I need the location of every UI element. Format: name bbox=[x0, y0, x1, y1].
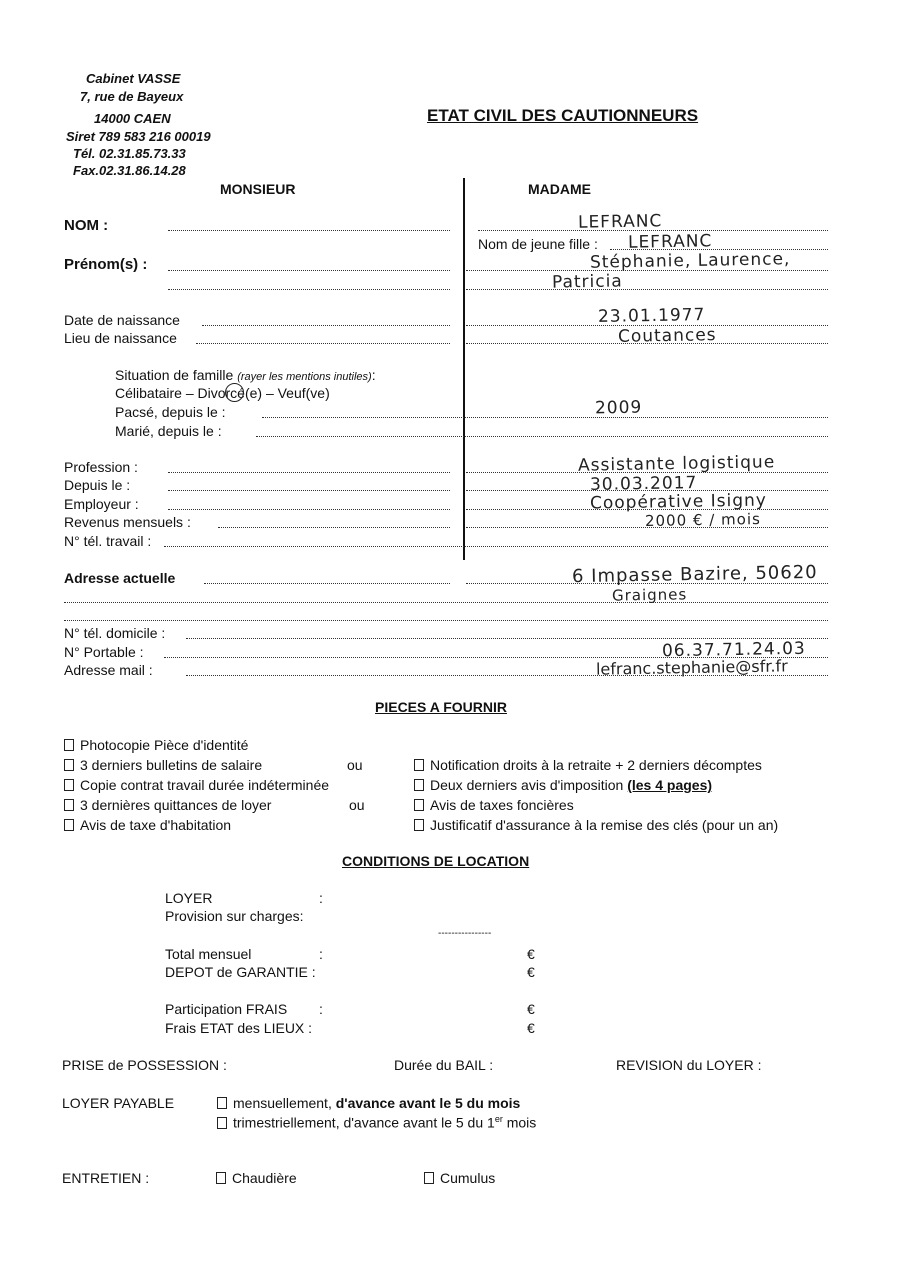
situation-line bbox=[115, 367, 376, 383]
colon-total: : bbox=[319, 946, 323, 962]
label-revision: REVISION du LOYER : bbox=[616, 1057, 762, 1073]
value-prenoms-madame-2: Patricia bbox=[551, 271, 623, 293]
checkbox-icon bbox=[64, 739, 74, 751]
label-frais-etat: Frais ETAT des LIEUX : bbox=[165, 1020, 313, 1036]
option-trimestriel[interactable] bbox=[217, 1114, 536, 1131]
label-lieu-naissance: Lieu de naissance bbox=[64, 330, 177, 346]
ou-2: ou bbox=[349, 797, 365, 813]
euro-participation: € bbox=[527, 1001, 535, 1017]
label-revenus: Revenus mensuels : bbox=[64, 514, 191, 530]
label-situation: Situation de famille bbox=[115, 367, 234, 383]
label-loyer: LOYER bbox=[165, 890, 213, 906]
piece-left-0[interactable] bbox=[64, 737, 248, 753]
label-tel-domicile: N° tél. domicile : bbox=[64, 625, 166, 641]
value-depuis: 30.03.2017 bbox=[589, 473, 698, 495]
option-trimestriel-end: mois bbox=[502, 1114, 537, 1131]
label-date-naissance: Date de naissance bbox=[64, 312, 180, 328]
checkbox-icon bbox=[216, 1172, 226, 1184]
field-revenus-monsieur[interactable] bbox=[218, 527, 450, 528]
pieces-heading: PIECES A FOURNIR bbox=[375, 699, 507, 715]
piece-left-4[interactable] bbox=[64, 817, 231, 833]
field-tel-domicile[interactable] bbox=[186, 638, 828, 639]
piece-right-1-label: Notification droits à la retraite + 2 derniers décomptes bbox=[430, 757, 762, 773]
euro-frais-etat: € bbox=[527, 1020, 535, 1036]
label-participation: Participation FRAIS bbox=[165, 1001, 288, 1017]
checkbox-icon bbox=[414, 759, 424, 771]
col-monsieur: MONSIEUR bbox=[220, 181, 296, 197]
label-provision: Provision sur charges: bbox=[165, 908, 304, 924]
label-depuis: Depuis le : bbox=[64, 477, 131, 493]
piece-left-4-label: Avis de taxe d'habitation bbox=[80, 817, 232, 833]
field-depuis-monsieur[interactable] bbox=[168, 490, 450, 491]
value-prenoms-madame-1: Stéphanie, Laurence, bbox=[589, 249, 791, 273]
label-depot: DEPOT de GARANTIE : bbox=[165, 964, 316, 980]
value-portable: 06.37.71.24.03 bbox=[661, 638, 806, 662]
label-total: Total mensuel bbox=[165, 946, 252, 962]
label-mail: Adresse mail : bbox=[64, 662, 153, 678]
option-trimestriel-sup: er bbox=[494, 1114, 503, 1124]
col-madame: MADAME bbox=[528, 181, 591, 197]
piece-right-4[interactable] bbox=[414, 817, 778, 833]
option-chaudiere-label: Chaudière bbox=[232, 1170, 297, 1186]
option-mensuel-emph: d'avance avant le 5 du mois bbox=[335, 1095, 521, 1111]
piece-left-0-label: Photocopie Pièce d'identité bbox=[80, 737, 249, 753]
checkbox-icon bbox=[424, 1172, 434, 1184]
label-situation-colon: : bbox=[371, 367, 376, 383]
option-chaudiere[interactable] bbox=[216, 1170, 297, 1186]
piece-right-4-label: Justificatif d'assurance à la remise des clés (pour un an) bbox=[430, 817, 779, 833]
checkbox-icon bbox=[217, 1097, 227, 1109]
column-divider bbox=[463, 178, 465, 560]
value-revenus: 2000 € / mois bbox=[644, 509, 762, 531]
value-pacse: 2009 bbox=[594, 397, 643, 419]
value-employeur: Coopérative Isigny bbox=[589, 490, 768, 514]
label-portable: N° Portable : bbox=[64, 644, 144, 660]
option-mensuel-label: mensuellement, bbox=[233, 1095, 336, 1111]
checkbox-icon bbox=[64, 799, 74, 811]
cabinet-tel: Tél. 02.31.85.73.33 bbox=[73, 146, 186, 161]
label-pacse: Pacsé, depuis le : bbox=[115, 404, 226, 420]
option-trimestriel-label: trimestriellement, d'avance avant le 5 du 1 bbox=[233, 1114, 495, 1131]
label-entretien: ENTRETIEN : bbox=[62, 1170, 150, 1186]
field-prenoms-madame-2[interactable] bbox=[466, 289, 828, 290]
field-tel-travail[interactable] bbox=[164, 546, 828, 547]
checkbox-icon bbox=[414, 779, 424, 791]
label-duree: Durée du BAIL : bbox=[394, 1057, 494, 1073]
label-nom: NOM : bbox=[64, 217, 109, 234]
checkbox-icon bbox=[414, 819, 424, 831]
piece-right-1[interactable] bbox=[414, 757, 762, 773]
label-situation-note: (rayer les mentions inutiles) bbox=[237, 371, 372, 383]
value-adresse-2: Graignes bbox=[611, 585, 688, 605]
field-pacse[interactable] bbox=[262, 417, 828, 418]
value-jeune-fille: LEFRANC bbox=[627, 231, 713, 253]
euro-total: € bbox=[527, 946, 535, 962]
piece-right-2-label: Deux derniers avis d'imposition bbox=[430, 777, 628, 793]
option-mensuel[interactable] bbox=[217, 1095, 520, 1111]
piece-left-2-label: Copie contrat travail durée indéterminée bbox=[80, 777, 330, 793]
piece-right-2[interactable] bbox=[414, 777, 712, 793]
piece-right-2-emph: (les 4 pages) bbox=[627, 777, 713, 793]
field-date-monsieur[interactable] bbox=[202, 325, 450, 326]
piece-left-1-label: 3 derniers bulletins de salaire bbox=[80, 757, 263, 773]
value-date-naissance: 23.01.1977 bbox=[597, 305, 706, 327]
option-cumulus[interactable] bbox=[424, 1170, 495, 1186]
ou-1: ou bbox=[347, 757, 363, 773]
value-profession: Assistante logistique bbox=[577, 452, 776, 476]
checkbox-icon bbox=[64, 779, 74, 791]
conditions-heading: CONDITIONS DE LOCATION bbox=[342, 853, 530, 869]
label-adresse: Adresse actuelle bbox=[64, 570, 176, 586]
piece-right-3-label: Avis de taxes foncières bbox=[430, 797, 574, 813]
cabinet-street: 7, rue de Bayeux bbox=[80, 89, 184, 104]
label-prenoms: Prénom(s) : bbox=[64, 256, 148, 273]
value-mail: lefranc.stephanie@sfr.fr bbox=[595, 656, 788, 679]
field-prenoms-monsieur-1[interactable] bbox=[168, 270, 450, 271]
cabinet-city: 14000 CAEN bbox=[94, 111, 171, 126]
field-marie[interactable] bbox=[256, 436, 828, 437]
circled-mark bbox=[225, 383, 244, 402]
label-jeune-fille: Nom de jeune fille : bbox=[478, 236, 598, 252]
value-adresse-1: 6 Impasse Bazire, 50620 bbox=[571, 561, 818, 588]
field-lieu-monsieur[interactable] bbox=[196, 343, 450, 344]
label-employeur: Employeur : bbox=[64, 496, 139, 512]
colon-participation: : bbox=[319, 1001, 323, 1017]
checkbox-icon bbox=[414, 799, 424, 811]
checkbox-icon bbox=[64, 759, 74, 771]
checkbox-icon bbox=[64, 819, 74, 831]
cabinet-fax: Fax.02.31.86.14.28 bbox=[73, 163, 186, 178]
cabinet-name: Cabinet VASSE bbox=[86, 71, 181, 86]
piece-left-3-label: 3 dernières quittances de loyer bbox=[80, 797, 272, 813]
cabinet-siret: Siret 789 583 216 00019 bbox=[66, 129, 211, 144]
piece-left-3[interactable] bbox=[64, 797, 271, 813]
label-loyer-payable: LOYER PAYABLE bbox=[62, 1095, 175, 1111]
value-lieu-naissance: Coutances bbox=[617, 325, 717, 347]
option-cumulus-label: Cumulus bbox=[440, 1170, 496, 1186]
label-profession: Profession : bbox=[64, 459, 138, 475]
colon-loyer: : bbox=[319, 890, 323, 906]
euro-depot: € bbox=[527, 964, 535, 980]
page-title: ETAT CIVIL DES CAUTIONNEURS bbox=[427, 106, 699, 125]
field-nom-monsieur[interactable] bbox=[168, 230, 450, 231]
label-marie: Marié, depuis le : bbox=[115, 423, 222, 439]
separator: ---------------- bbox=[438, 928, 492, 939]
value-nom-madame: LEFRANC bbox=[577, 211, 663, 233]
field-adresse-3[interactable] bbox=[64, 620, 828, 621]
piece-left-2[interactable] bbox=[64, 777, 329, 793]
field-adresse-monsieur-1[interactable] bbox=[204, 583, 450, 584]
field-prenoms-monsieur-2[interactable] bbox=[168, 289, 450, 290]
label-prise: PRISE de POSSESSION : bbox=[62, 1057, 227, 1073]
piece-left-1[interactable] bbox=[64, 757, 262, 773]
checkbox-icon bbox=[217, 1117, 227, 1129]
field-adresse-2[interactable] bbox=[64, 602, 828, 603]
field-employeur-monsieur[interactable] bbox=[168, 509, 450, 510]
label-tel-travail: N° tél. travail : bbox=[64, 533, 152, 549]
field-profession-monsieur[interactable] bbox=[168, 472, 450, 473]
piece-right-3[interactable] bbox=[414, 797, 574, 813]
label-statuts: Célibataire – Divorcé(e) – Veuf(ve) bbox=[115, 385, 330, 401]
